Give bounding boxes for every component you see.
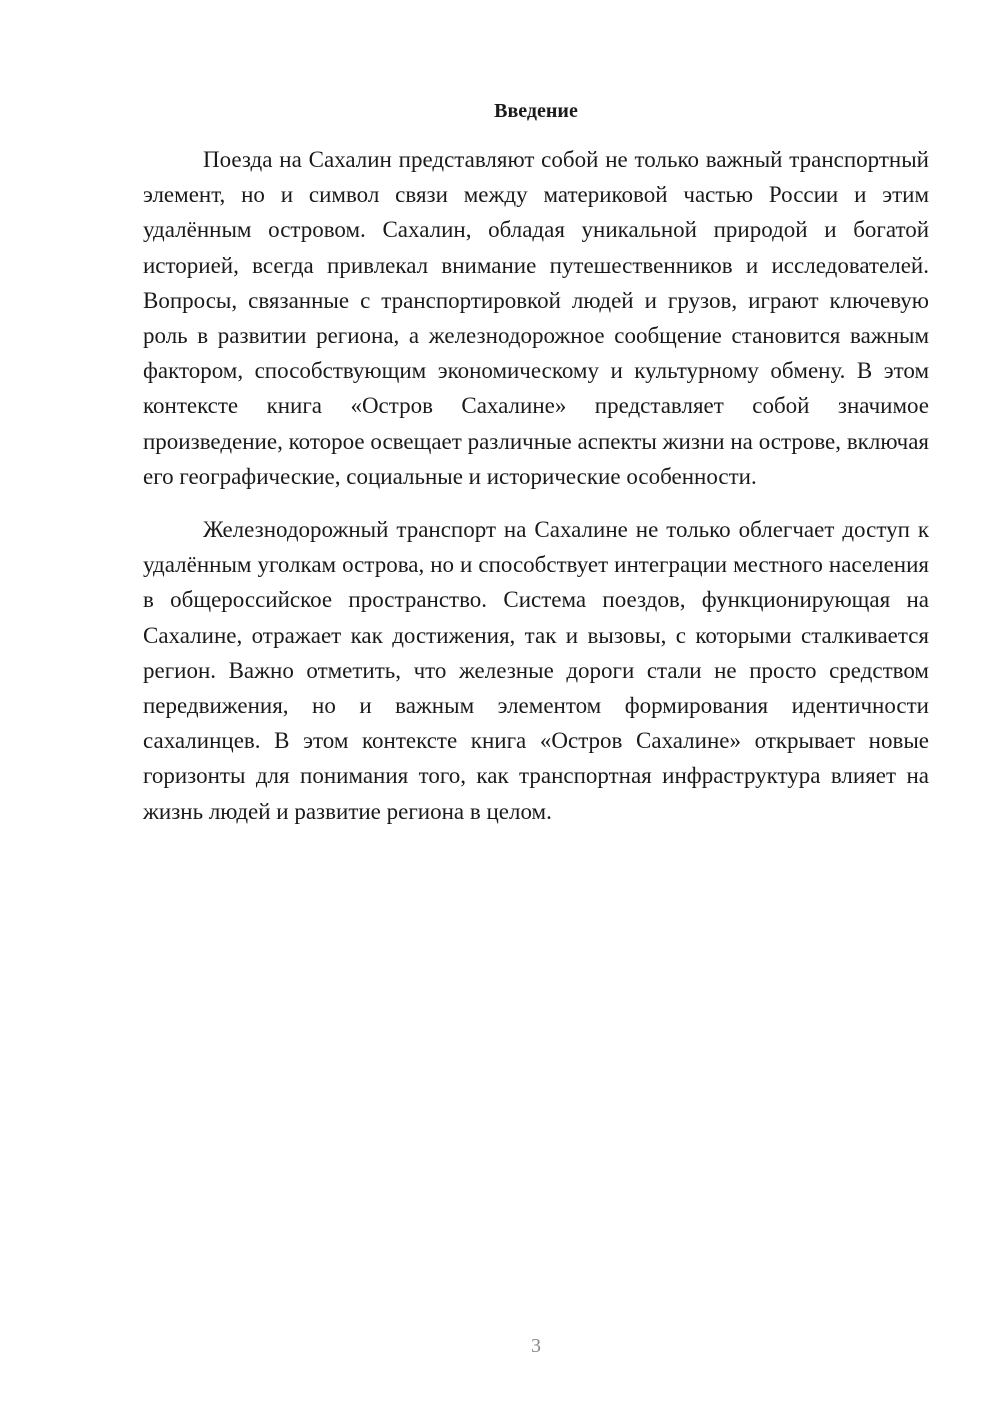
body-text bbox=[143, 142, 929, 829]
section-heading: Введение bbox=[494, 100, 578, 122]
paragraph-1: Поезда на Сахалин представляют собой не только важный транспортный элемент, но и символ связи между материковой частью России и этим удалённым островом. Сахалин, обладая уникальной природой и богатой историей, всегда привлекал внимание путешественников и исследователей. Вопросы, связанные с транспортировкой людей и грузов, играют ключевую роль в развитии региона, а железнодорожное сообщение становится важным фактором, способствующим экономическому и культурному обмену. В этом контексте книга «Остров Сахалине» представляет собой значимое произведение, которое освещает различные аспекты жизни на острове, включая его географические, социальные и исторические особенности. bbox=[143, 147, 929, 489]
page-number: 3 bbox=[531, 1335, 541, 1357]
paragraph-2: Железнодорожный транспорт на Сахалине не только облегчает доступ к удалённым уголкам острова, но и способствует интеграции местного населения в общероссийское пространство. Система поездов, функционирующая на Сахалине, отражает как достижения, так и вызовы, с которыми сталкивается регион. Важно отметить, что железные дороги стали не просто средством передвижения, но и важным элементом формирования идентичности сахалинцев. В этом контексте книга «Остров Сахалине» открывает новые горизонты для понимания того, как транспортная инфраструктура влияет на жизнь людей и развитие региона в целом. bbox=[143, 517, 929, 824]
